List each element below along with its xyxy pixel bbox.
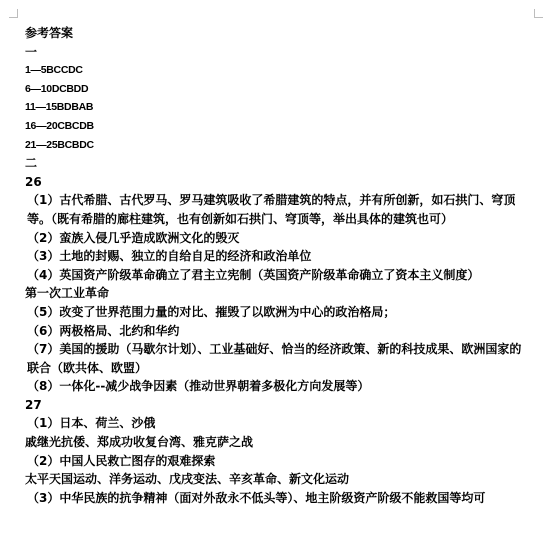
q27-answer-line: 戚继光抗倭、郑成功收复台湾、雅克萨之战: [25, 435, 254, 450]
q26-answer-line: （6）两极格局、北约和华约: [27, 323, 180, 338]
q26-answer-line: （4）英国资产阶级革命确立了君主立宪制（英国资产阶级革命确立了资本主义制度）: [27, 267, 480, 282]
mc-answer-row: 1—5BCCDC: [25, 64, 83, 77]
mc-answer-row: 21—25BCBDC: [25, 138, 94, 151]
q27-answer-line: （2）中国人民救亡图存的艰难探索: [27, 453, 216, 468]
q27-answer-line: 太平天国运动、洋务运动、戊戌变法、辛亥革命、新文化运动: [25, 472, 350, 487]
section-heading-one: 一: [25, 44, 38, 59]
q26-answer-line: （3）土地的封赐、独立的自给自足的经济和政治单位: [27, 249, 312, 264]
q26-answer-line: （7）美国的援助（马歇尔计划）、工业基础好、恰当的经济政策、新的科技成果、欧洲国家的联合（欧共体、欧盟）: [27, 342, 522, 375]
mc-answer-row: 6—10DCBDD: [25, 82, 89, 95]
q26-answer-line: （5）改变了世界范围力量的对比、摧毁了以欧洲为中心的政治格局；: [27, 304, 396, 319]
q26-answer-line: （2）蛮族入侵几乎造成欧洲文化的毁灭: [27, 230, 240, 245]
q27-answer-line: （3）中华民族的抗争精神（面对外敌永不低头等）、地主阶级资产阶级不能救国等均可: [27, 490, 486, 505]
q27-answer-line: （1）日本、荷兰、沙俄: [27, 416, 156, 431]
mc-answer-row: 11—15BDBAB: [25, 101, 94, 114]
q26-answer-line: 第一次工业革命: [25, 286, 110, 301]
answer-document: [25, 24, 525, 507]
q26-answer-line: （8）一体化--减少战争因素（推动世界朝着多极化方向发展等）: [27, 379, 370, 394]
page-corner-mark-right: [534, 9, 543, 18]
mc-answer-row: 16—20CBCDB: [25, 119, 94, 132]
page-corner-mark-left: [9, 9, 18, 18]
question-26-number: 26: [25, 174, 42, 189]
document-title: 参考答案: [25, 26, 74, 40]
question-27-number: 27: [25, 397, 42, 412]
section-heading-two: 二: [25, 156, 38, 171]
q26-answer-line: （1）古代希腊、古代罗马、罗马建筑吸收了希腊建筑的特点，并有所创新，如石拱门、穹顶等。（既有希腊的廊柱建筑，也有创新如石拱门、穹顶等，举出具体的建筑也可）: [27, 193, 516, 226]
